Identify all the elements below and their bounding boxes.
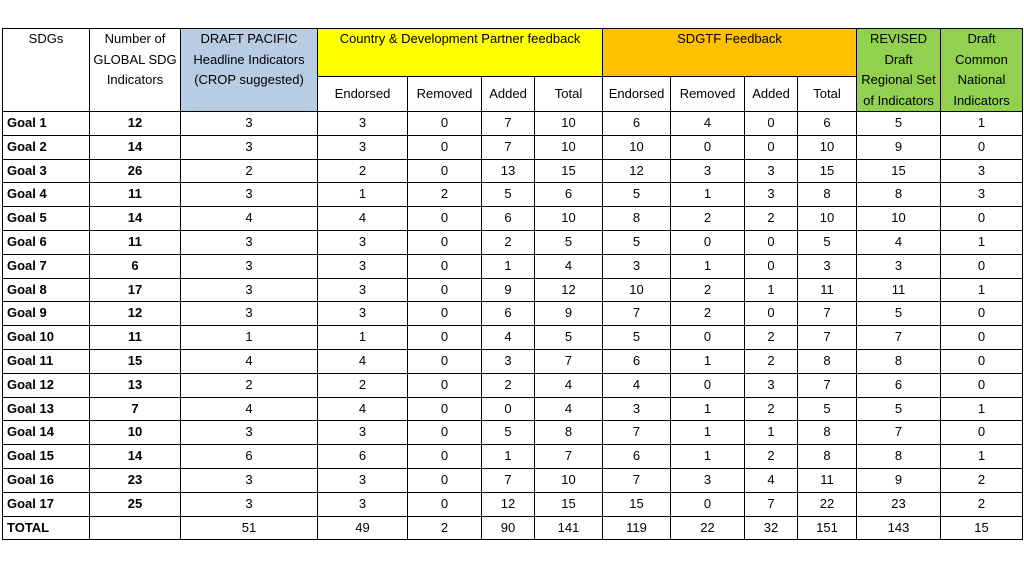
header-country-added: Added [482, 77, 535, 112]
value-cell: 7 [603, 421, 671, 445]
header-sdgtf-removed: Removed [671, 77, 745, 112]
global-count-cell: 25 [90, 492, 181, 516]
value-cell: 9 [482, 278, 535, 302]
header-draft-pacific: DRAFT PACIFIC Headline Indicators (CROP suggested) [181, 29, 318, 112]
table-row [3, 183, 1023, 207]
value-cell: 6 [482, 207, 535, 231]
value-cell: 0 [408, 421, 482, 445]
value-cell: 4 [482, 326, 535, 350]
value-cell: 2 [482, 230, 535, 254]
table-row [3, 397, 1023, 421]
value-cell: 32 [745, 516, 798, 540]
value-cell: 0 [745, 302, 798, 326]
value-cell: 0 [408, 112, 482, 136]
value-cell: 1 [181, 326, 318, 350]
value-cell: 51 [181, 516, 318, 540]
value-cell: 4 [181, 207, 318, 231]
value-cell: 0 [482, 397, 535, 421]
header-sdgtf-total: Total [798, 77, 857, 112]
header-sdgs: SDGs [3, 29, 90, 112]
value-cell: 2 [745, 397, 798, 421]
global-count-cell: 10 [90, 421, 181, 445]
goal-label-cell: TOTAL [3, 516, 90, 540]
goal-label-cell: Goal 1 [3, 112, 90, 136]
value-cell: 4 [535, 373, 603, 397]
value-cell: 3 [482, 349, 535, 373]
global-count-cell: 6 [90, 254, 181, 278]
value-cell: 1 [671, 397, 745, 421]
value-cell: 3 [603, 397, 671, 421]
goal-label-cell: Goal 8 [3, 278, 90, 302]
value-cell: 0 [941, 349, 1023, 373]
header-country-feedback: Country & Development Partner feedback [318, 29, 603, 77]
value-cell: 3 [318, 230, 408, 254]
value-cell: 0 [745, 135, 798, 159]
value-cell: 15 [535, 492, 603, 516]
value-cell: 0 [941, 302, 1023, 326]
value-cell: 12 [535, 278, 603, 302]
value-cell: 0 [671, 230, 745, 254]
table-body [3, 112, 1023, 540]
value-cell: 7 [798, 373, 857, 397]
global-count-cell: 15 [90, 349, 181, 373]
value-cell: 5 [482, 183, 535, 207]
value-cell: 0 [671, 373, 745, 397]
value-cell: 15 [535, 159, 603, 183]
value-cell: 7 [482, 135, 535, 159]
table-row [3, 159, 1023, 183]
value-cell: 1 [482, 445, 535, 469]
value-cell: 3 [603, 254, 671, 278]
goal-label-cell: Goal 9 [3, 302, 90, 326]
table-row [3, 349, 1023, 373]
value-cell: 0 [745, 112, 798, 136]
global-count-cell: 17 [90, 278, 181, 302]
global-count-cell: 12 [90, 302, 181, 326]
value-cell: 3 [318, 112, 408, 136]
header-country-endorsed: Endorsed [318, 77, 408, 112]
value-cell: 0 [408, 468, 482, 492]
global-count-cell: 11 [90, 230, 181, 254]
value-cell: 5 [857, 397, 941, 421]
value-cell: 1 [671, 183, 745, 207]
value-cell: 3 [318, 421, 408, 445]
value-cell: 8 [857, 445, 941, 469]
value-cell: 3 [181, 421, 318, 445]
value-cell: 2 [745, 445, 798, 469]
value-cell: 3 [318, 135, 408, 159]
header-country-removed: Removed [408, 77, 482, 112]
value-cell: 3 [745, 183, 798, 207]
value-cell: 2 [941, 492, 1023, 516]
value-cell: 8 [798, 445, 857, 469]
value-cell: 4 [181, 349, 318, 373]
value-cell: 90 [482, 516, 535, 540]
value-cell: 11 [857, 278, 941, 302]
value-cell: 3 [318, 302, 408, 326]
value-cell: 8 [798, 349, 857, 373]
value-cell: 1 [941, 230, 1023, 254]
value-cell: 3 [181, 492, 318, 516]
value-cell: 0 [408, 326, 482, 350]
value-cell: 6 [798, 112, 857, 136]
value-cell: 12 [603, 159, 671, 183]
value-cell: 3 [181, 183, 318, 207]
value-cell: 151 [798, 516, 857, 540]
value-cell: 0 [408, 397, 482, 421]
value-cell: 10 [798, 135, 857, 159]
goal-label-cell: Goal 15 [3, 445, 90, 469]
goal-label-cell: Goal 3 [3, 159, 90, 183]
value-cell: 23 [857, 492, 941, 516]
value-cell: 7 [482, 468, 535, 492]
value-cell: 3 [798, 254, 857, 278]
global-count-cell [90, 516, 181, 540]
table-row [3, 207, 1023, 231]
value-cell: 0 [408, 349, 482, 373]
table-row [3, 278, 1023, 302]
header-common-national: Draft Common National Indicators [941, 29, 1023, 112]
table-row [3, 302, 1023, 326]
global-count-cell: 7 [90, 397, 181, 421]
value-cell: 5 [857, 302, 941, 326]
value-cell: 1 [671, 445, 745, 469]
table-row [3, 112, 1023, 136]
value-cell: 9 [535, 302, 603, 326]
value-cell: 3 [181, 112, 318, 136]
value-cell: 1 [941, 445, 1023, 469]
value-cell: 4 [318, 207, 408, 231]
value-cell: 7 [535, 445, 603, 469]
value-cell: 3 [318, 492, 408, 516]
value-cell: 4 [318, 397, 408, 421]
value-cell: 3 [318, 468, 408, 492]
table-row [3, 445, 1023, 469]
value-cell: 7 [857, 421, 941, 445]
value-cell: 5 [603, 183, 671, 207]
value-cell: 6 [857, 373, 941, 397]
value-cell: 2 [671, 302, 745, 326]
goal-label-cell: Goal 5 [3, 207, 90, 231]
value-cell: 1 [318, 183, 408, 207]
value-cell: 10 [603, 135, 671, 159]
value-cell: 3 [181, 254, 318, 278]
value-cell: 11 [798, 468, 857, 492]
value-cell: 5 [603, 230, 671, 254]
table-row [3, 230, 1023, 254]
value-cell: 11 [798, 278, 857, 302]
value-cell: 3 [857, 254, 941, 278]
value-cell: 0 [941, 135, 1023, 159]
value-cell: 8 [857, 349, 941, 373]
value-cell: 8 [798, 421, 857, 445]
global-count-cell: 14 [90, 207, 181, 231]
value-cell: 4 [603, 373, 671, 397]
total-row [3, 516, 1023, 540]
value-cell: 1 [941, 112, 1023, 136]
value-cell: 10 [798, 207, 857, 231]
table-row [3, 421, 1023, 445]
value-cell: 0 [408, 159, 482, 183]
value-cell: 7 [798, 326, 857, 350]
value-cell: 2 [671, 207, 745, 231]
value-cell: 0 [745, 254, 798, 278]
value-cell: 0 [941, 421, 1023, 445]
goal-label-cell: Goal 6 [3, 230, 90, 254]
value-cell: 10 [603, 278, 671, 302]
value-cell: 6 [603, 349, 671, 373]
value-cell: 4 [857, 230, 941, 254]
value-cell: 0 [671, 135, 745, 159]
value-cell: 6 [535, 183, 603, 207]
global-count-cell: 14 [90, 445, 181, 469]
table-row [3, 373, 1023, 397]
value-cell: 1 [671, 349, 745, 373]
value-cell: 2 [181, 373, 318, 397]
value-cell: 2 [318, 373, 408, 397]
goal-label-cell: Goal 16 [3, 468, 90, 492]
header-revised-regional-set: REVISED Draft Regional Set of Indicators [857, 29, 941, 112]
header-global-sdg-indicators: Number of GLOBAL SDG Indicators [90, 29, 181, 112]
goal-label-cell: Goal 4 [3, 183, 90, 207]
value-cell: 8 [857, 183, 941, 207]
value-cell: 1 [941, 397, 1023, 421]
value-cell: 13 [482, 159, 535, 183]
value-cell: 8 [603, 207, 671, 231]
value-cell: 1 [318, 326, 408, 350]
value-cell: 4 [535, 254, 603, 278]
value-cell: 22 [671, 516, 745, 540]
value-cell: 3 [745, 373, 798, 397]
value-cell: 5 [535, 326, 603, 350]
value-cell: 3 [318, 278, 408, 302]
value-cell: 3 [745, 159, 798, 183]
global-count-cell: 12 [90, 112, 181, 136]
value-cell: 5 [798, 397, 857, 421]
value-cell: 2 [671, 278, 745, 302]
value-cell: 10 [857, 207, 941, 231]
value-cell: 7 [603, 468, 671, 492]
value-cell: 10 [535, 112, 603, 136]
value-cell: 4 [535, 397, 603, 421]
value-cell: 2 [745, 207, 798, 231]
value-cell: 5 [857, 112, 941, 136]
value-cell: 3 [181, 278, 318, 302]
goal-label-cell: Goal 11 [3, 349, 90, 373]
global-count-cell: 13 [90, 373, 181, 397]
value-cell: 0 [941, 373, 1023, 397]
value-cell: 22 [798, 492, 857, 516]
table-row [3, 492, 1023, 516]
value-cell: 6 [318, 445, 408, 469]
table-row [3, 135, 1023, 159]
header-sdgtf-added: Added [745, 77, 798, 112]
value-cell: 1 [941, 278, 1023, 302]
value-cell: 2 [408, 183, 482, 207]
value-cell: 2 [482, 373, 535, 397]
value-cell: 10 [535, 135, 603, 159]
value-cell: 5 [535, 230, 603, 254]
value-cell: 8 [535, 421, 603, 445]
value-cell: 6 [603, 112, 671, 136]
value-cell: 1 [671, 421, 745, 445]
value-cell: 9 [857, 135, 941, 159]
value-cell: 10 [535, 468, 603, 492]
value-cell: 0 [408, 302, 482, 326]
value-cell: 2 [745, 349, 798, 373]
value-cell: 7 [535, 349, 603, 373]
global-count-cell: 14 [90, 135, 181, 159]
value-cell: 4 [318, 349, 408, 373]
goal-label-cell: Goal 13 [3, 397, 90, 421]
table-row [3, 468, 1023, 492]
value-cell: 7 [603, 302, 671, 326]
value-cell: 141 [535, 516, 603, 540]
value-cell: 0 [408, 254, 482, 278]
value-cell: 15 [798, 159, 857, 183]
value-cell: 3 [941, 159, 1023, 183]
value-cell: 7 [745, 492, 798, 516]
value-cell: 7 [857, 326, 941, 350]
value-cell: 3 [181, 230, 318, 254]
value-cell: 7 [482, 112, 535, 136]
value-cell: 5 [603, 326, 671, 350]
global-count-cell: 11 [90, 326, 181, 350]
global-count-cell: 23 [90, 468, 181, 492]
value-cell: 3 [181, 135, 318, 159]
sdg-indicator-table [2, 28, 1023, 540]
value-cell: 6 [181, 445, 318, 469]
value-cell: 3 [181, 302, 318, 326]
header-sdgtf-feedback: SDGTF Feedback [603, 29, 857, 77]
value-cell: 0 [408, 207, 482, 231]
value-cell: 0 [408, 492, 482, 516]
goal-label-cell: Goal 7 [3, 254, 90, 278]
value-cell: 0 [941, 207, 1023, 231]
value-cell: 119 [603, 516, 671, 540]
value-cell: 2 [745, 326, 798, 350]
value-cell: 7 [798, 302, 857, 326]
value-cell: 3 [318, 254, 408, 278]
value-cell: 0 [671, 326, 745, 350]
value-cell: 3 [671, 159, 745, 183]
value-cell: 0 [745, 230, 798, 254]
goal-label-cell: Goal 17 [3, 492, 90, 516]
value-cell: 15 [857, 159, 941, 183]
goal-label-cell: Goal 14 [3, 421, 90, 445]
value-cell: 12 [482, 492, 535, 516]
value-cell: 0 [408, 230, 482, 254]
value-cell: 1 [671, 254, 745, 278]
value-cell: 5 [482, 421, 535, 445]
value-cell: 8 [798, 183, 857, 207]
global-count-cell: 26 [90, 159, 181, 183]
value-cell: 10 [535, 207, 603, 231]
value-cell: 4 [671, 112, 745, 136]
value-cell: 9 [857, 468, 941, 492]
value-cell: 5 [798, 230, 857, 254]
global-count-cell: 11 [90, 183, 181, 207]
table-row [3, 326, 1023, 350]
value-cell: 0 [941, 254, 1023, 278]
value-cell: 0 [671, 492, 745, 516]
value-cell: 3 [671, 468, 745, 492]
value-cell: 3 [181, 468, 318, 492]
value-cell: 2 [941, 468, 1023, 492]
value-cell: 4 [745, 468, 798, 492]
value-cell: 0 [408, 278, 482, 302]
value-cell: 15 [603, 492, 671, 516]
value-cell: 1 [745, 278, 798, 302]
goal-label-cell: Goal 2 [3, 135, 90, 159]
goal-label-cell: Goal 12 [3, 373, 90, 397]
value-cell: 1 [745, 421, 798, 445]
header-country-total: Total [535, 77, 603, 112]
value-cell: 2 [181, 159, 318, 183]
value-cell: 15 [941, 516, 1023, 540]
value-cell: 143 [857, 516, 941, 540]
value-cell: 2 [408, 516, 482, 540]
value-cell: 3 [941, 183, 1023, 207]
value-cell: 6 [482, 302, 535, 326]
goal-label-cell: Goal 10 [3, 326, 90, 350]
value-cell: 6 [603, 445, 671, 469]
value-cell: 0 [408, 135, 482, 159]
value-cell: 49 [318, 516, 408, 540]
value-cell: 0 [408, 373, 482, 397]
table-row [3, 254, 1023, 278]
value-cell: 4 [181, 397, 318, 421]
value-cell: 0 [408, 445, 482, 469]
value-cell: 0 [941, 326, 1023, 350]
value-cell: 1 [482, 254, 535, 278]
value-cell: 2 [318, 159, 408, 183]
header-sdgtf-endorsed: Endorsed [603, 77, 671, 112]
